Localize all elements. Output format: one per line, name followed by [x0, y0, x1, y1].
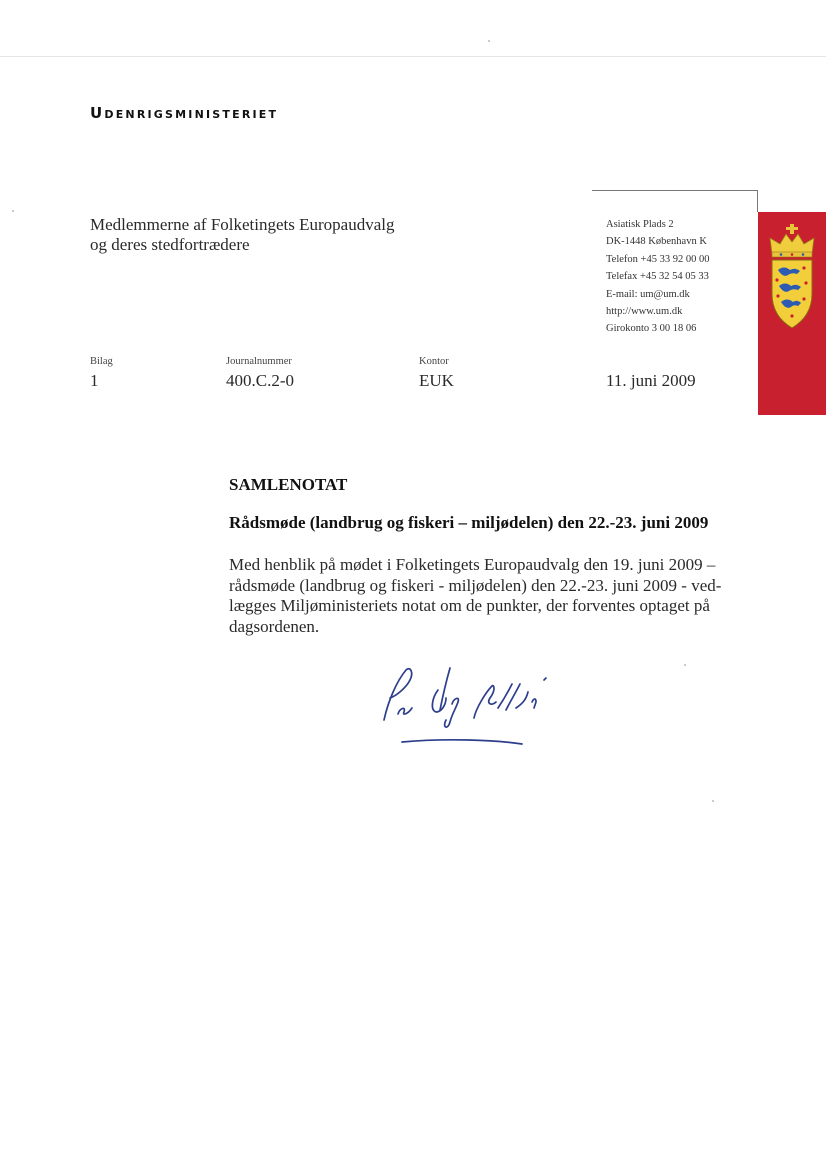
bilag-value: 1 — [90, 371, 99, 390]
address-fax: Telefax +45 32 54 05 33 — [606, 271, 709, 283]
recipient-line-2: og deres stedfortrædere — [90, 235, 250, 254]
body-line-4: dagsordenen. — [229, 616, 320, 636]
scan-speck — [684, 664, 686, 666]
address-website: http://www.um.dk — [606, 306, 683, 318]
bilag-label: Bilag — [90, 356, 113, 367]
address-phone: Telefon +45 33 92 00 00 — [606, 253, 710, 265]
address-divider-side — [757, 190, 758, 212]
kontor-label: Kontor — [419, 356, 449, 367]
document-type-heading: SAMLENOTAT — [229, 475, 348, 494]
body-line-1: Med henblik på mødet i Folketingets Europaudvalg den 19. juni 2009 – — [229, 555, 716, 574]
body-line-3: lægges Miljøministeriets notat om de punkter, der forventes optaget på — [229, 596, 710, 616]
scan-top-rule — [0, 56, 826, 57]
recipient-line-1: Medlemmerne af Folketingets Europaudvalg — [90, 215, 395, 234]
address-divider-top — [592, 190, 758, 191]
body-paragraph — [229, 555, 729, 637]
ministry-name — [90, 104, 278, 122]
journal-value: 400.C.2-0 — [226, 371, 294, 390]
recipient-block — [90, 215, 510, 255]
address-giro: Girokonto 3 00 18 06 — [606, 323, 697, 335]
journal-label: Journalnummer — [226, 356, 292, 367]
address-street: Asiatisk Plads 2 — [606, 219, 674, 230]
ministry-name-text: Udenrigsministeriet — [90, 104, 279, 122]
scan-speck — [488, 40, 490, 42]
scan-speck — [12, 210, 14, 212]
body-line-2: rådsmøde (landbrug og fiskeri - miljødelen) den 22.-23. juni 2009 - ved- — [229, 575, 722, 595]
scan-speck — [712, 800, 714, 802]
handwritten-signature — [366, 662, 566, 748]
coat-of-arms-icon — [766, 224, 818, 332]
document-subject: Rådsmøde (landbrug og fiskeri – miljødelen) den 22.-23. juni 2009 — [229, 513, 709, 532]
address-email: E-mail: um@um.dk — [606, 288, 690, 300]
ministry-address — [606, 216, 754, 338]
kontor-value: EUK — [419, 371, 454, 390]
address-city: DK-1448 København K — [606, 236, 707, 248]
document-date: 11. juni 2009 — [606, 371, 696, 390]
